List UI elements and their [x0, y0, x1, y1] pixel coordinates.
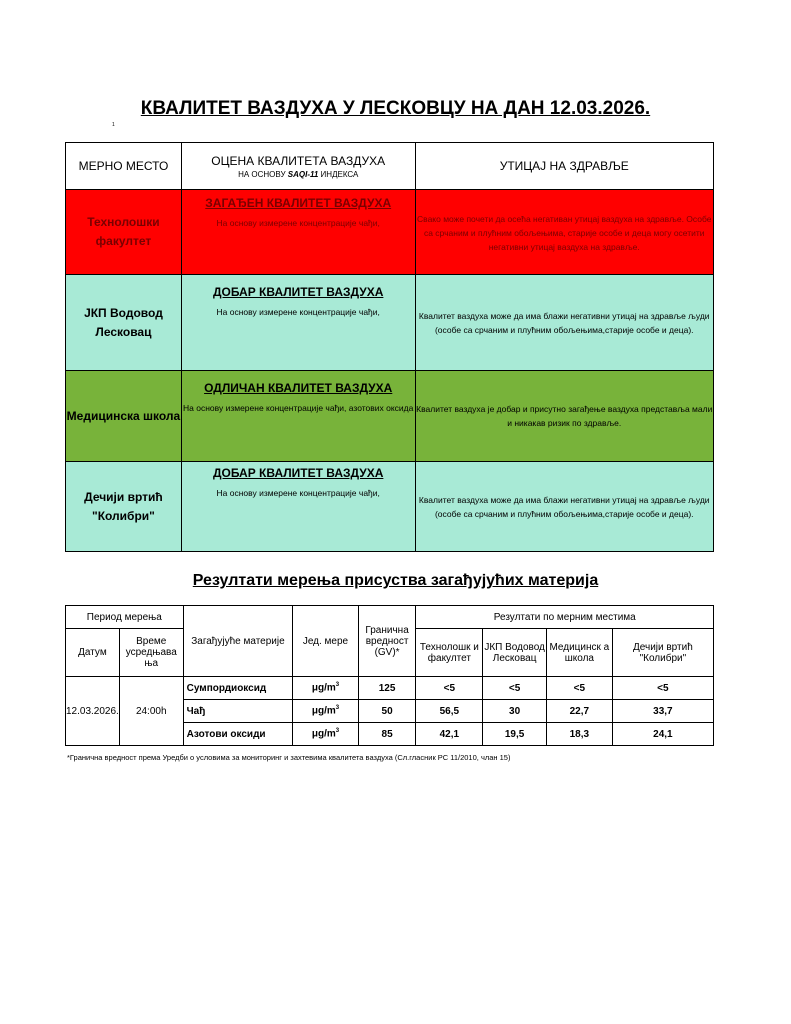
- aq-header-grade-main: ОЦЕНА КВАЛИТЕТА ВАЗДУХА: [211, 153, 386, 168]
- res-header-site: ЈКП Водовод Лесковац: [483, 629, 547, 677]
- aq-note: На основу измерене концентрације чађи,: [216, 218, 380, 228]
- aq-location: Дечији вртић "Колибри": [66, 462, 182, 552]
- aq-row: [66, 190, 714, 275]
- res-header-row-1: [66, 606, 714, 629]
- res-value: 24,1: [612, 723, 713, 746]
- unit-base: μg/m: [311, 682, 336, 694]
- res-value: 33,7: [612, 700, 713, 723]
- footnote: *Гранична вредност према Уредби о условима за мониторинг и захтевима квалитета ваздуха (Сл.гласник РС 11/2010, члан 15): [67, 753, 511, 762]
- res-unit: [293, 700, 358, 723]
- res-pollutant: Сумпордиоксид: [183, 677, 293, 700]
- res-header-results-group: Резултати по мерним местима: [416, 606, 714, 629]
- aq-grade: ДОБАР КВАЛИТЕТ ВАЗДУХА: [213, 285, 384, 299]
- tiny-mark: 1: [112, 122, 115, 128]
- aq-effect: Квалитет ваздуха може да има блажи негативни утицај на здравље људи (особе са срчаним и плућним обољењима,старије особе и деца).: [415, 462, 714, 552]
- aq-note: На основу измерене концентрације чађи, азотових оксида: [183, 403, 414, 413]
- grade-sub-prefix: НА ОСНОВУ: [238, 169, 288, 179]
- aq-effect: Квалитет ваздуха је добар и присутно загађење ваздуха представља мали и никакав ризик по здравље.: [415, 371, 714, 462]
- aq-grade: ЗАГАЂЕН КВАЛИТЕТ ВАЗДУХА: [205, 196, 392, 210]
- results-table: [65, 605, 714, 746]
- unit-exp: 3: [335, 682, 340, 689]
- aq-note: На основу измерене концентрације чађи,: [216, 488, 380, 498]
- unit-exp: 3: [335, 728, 340, 735]
- aq-header-grade: [181, 143, 415, 190]
- res-value: <5: [416, 677, 483, 700]
- res-limit: 50: [358, 700, 416, 723]
- page-title: КВАЛИТЕТ ВАЗДУХА У ЛЕСКОВЦУ НА ДАН 12.03.2026.: [140, 98, 651, 119]
- aq-effect: Свако може почети да осећа негативан утицај ваздуха на здравље. Особе са срчаним и плућним обољењима, старије особе и деца могу осетити негативни утицај ваздуха на здравље.: [415, 190, 714, 275]
- res-pollutant: Азотови оксиди: [183, 723, 293, 746]
- res-averaging: 24:00h: [119, 677, 183, 746]
- res-header-site: Медицинск а школа: [546, 629, 612, 677]
- res-value: <5: [546, 677, 612, 700]
- res-header-site: Дечији вртић "Колибри": [612, 629, 713, 677]
- aq-grade: ОДЛИЧАН КВАЛИТЕТ ВАЗДУХА: [204, 381, 393, 395]
- aq-grade-cell: [181, 190, 415, 275]
- res-value: <5: [483, 677, 547, 700]
- res-value: 18,3: [546, 723, 612, 746]
- res-value: 56,5: [416, 700, 483, 723]
- res-value: 30: [483, 700, 547, 723]
- res-header-period: Период мерења: [66, 606, 184, 629]
- res-header-limit: Гранична вредност (GV)*: [358, 606, 416, 677]
- aq-location: ЈКП Водовод Лесковац: [66, 275, 182, 371]
- air-quality-table: [65, 142, 714, 552]
- res-header-pollutant: Загађујуће материје: [183, 606, 293, 677]
- res-pollutant: Чађ: [183, 700, 293, 723]
- res-header-unit: Јед. мере: [293, 606, 358, 677]
- res-limit: 125: [358, 677, 416, 700]
- res-limit: 85: [358, 723, 416, 746]
- res-value: <5: [612, 677, 713, 700]
- res-date: 12.03.2026.: [66, 677, 120, 746]
- aq-header-effect: УТИЦАЈ НА ЗДРАВЉЕ: [415, 143, 714, 190]
- aq-row: [66, 275, 714, 371]
- aq-row: [66, 371, 714, 462]
- res-unit: [293, 723, 358, 746]
- aq-effect: Квалитет ваздуха може да има блажи негативни утицај на здравље људи (особе са срчаним и плућним обољењима,старије особе и деца).: [415, 275, 714, 371]
- res-header-date: Датум: [66, 629, 120, 677]
- aq-grade: ДОБАР КВАЛИТЕТ ВАЗДУХА: [213, 466, 384, 480]
- res-value: 22,7: [546, 700, 612, 723]
- grade-sub-index: SAQI-11: [287, 169, 319, 179]
- aq-grade-cell: [181, 275, 415, 371]
- grade-sub-suffix: ИНДЕКСА: [318, 169, 359, 179]
- aq-grade-cell: [181, 462, 415, 552]
- res-header-site: Технолошк и факултет: [416, 629, 483, 677]
- unit-exp: 3: [335, 705, 340, 712]
- aq-note: На основу измерене концентрације чађи,: [216, 307, 380, 317]
- aq-row: [66, 462, 714, 552]
- results-title: Резултати мерења присуства загађујућих материја: [192, 572, 599, 589]
- unit-base: μg/m: [311, 705, 336, 717]
- res-header-averaging: Време усредњава ња: [119, 629, 183, 677]
- res-row: [66, 677, 714, 700]
- res-unit: [293, 677, 358, 700]
- aq-location: Технолошки факултет: [66, 190, 182, 275]
- aq-grade-cell: [181, 371, 415, 462]
- aq-header-location: МЕРНО МЕСТО: [66, 143, 182, 190]
- aq-header-row: [66, 143, 714, 190]
- aq-header-grade-sub: [182, 170, 415, 179]
- aq-location: Медицинска школа: [66, 371, 182, 462]
- res-value: 42,1: [416, 723, 483, 746]
- unit-base: μg/m: [311, 728, 336, 740]
- res-value: 19,5: [483, 723, 547, 746]
